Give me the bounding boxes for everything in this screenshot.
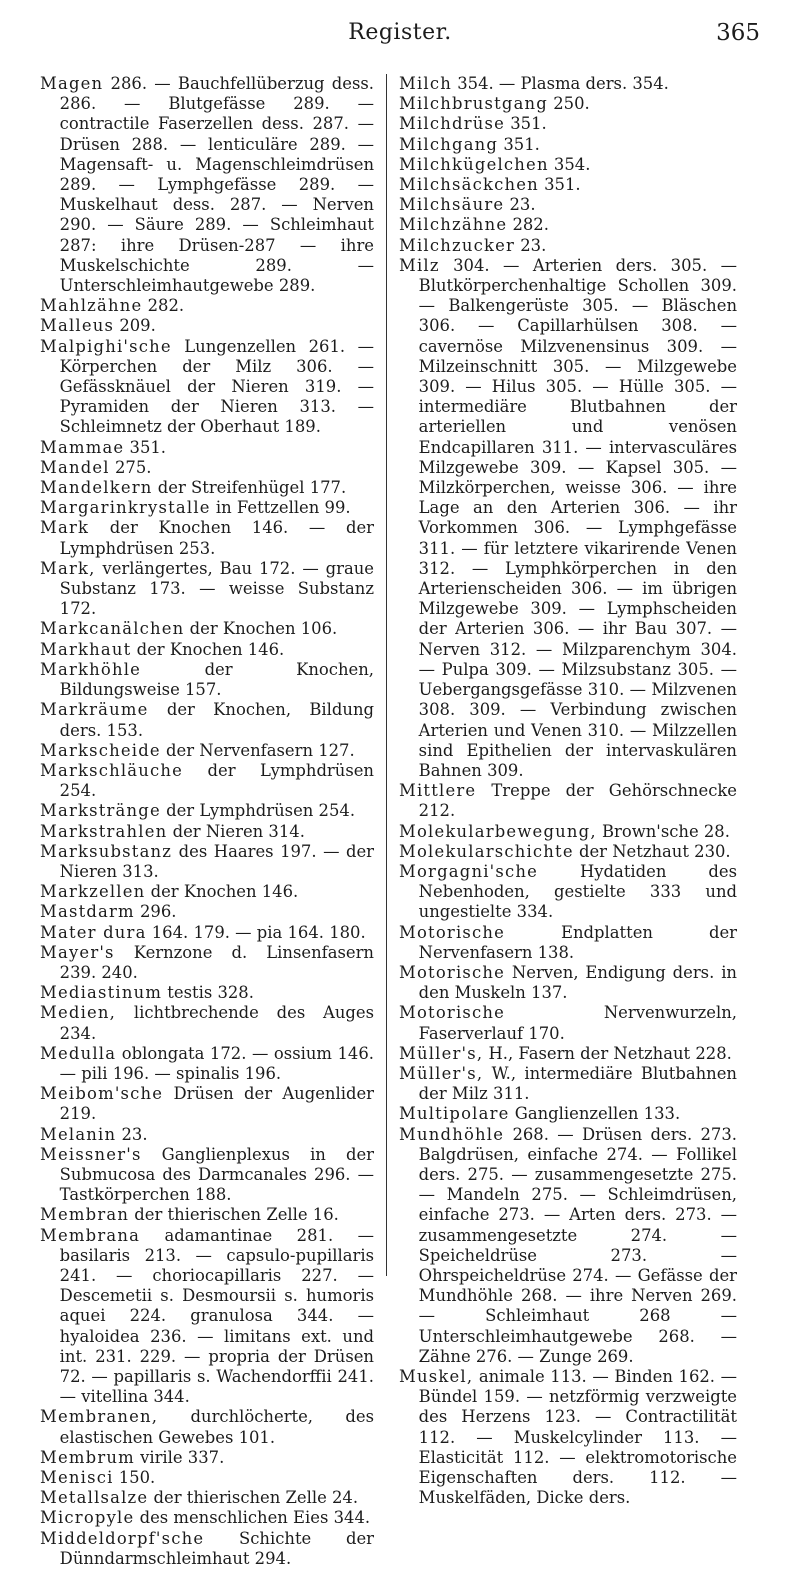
index-term: Milz — [399, 255, 440, 275]
index-entry — [40, 1003, 374, 1043]
index-references: verlängertes, Bau 172. — graue Substanz 173. — weisse Substanz 172. — [59, 558, 374, 619]
index-term: Molekularschichte — [399, 841, 574, 861]
index-term: Medien, — [40, 1003, 117, 1023]
index-entry — [399, 155, 737, 175]
index-term: Markräume — [40, 700, 149, 720]
index-term: Muskel, — [399, 1367, 474, 1386]
index-term: Milchsäckchen — [399, 175, 539, 195]
index-term: Middeldorpf'sche — [40, 1528, 205, 1548]
index-entry — [40, 640, 374, 660]
index-entry — [399, 963, 737, 1003]
index-term: Müller's, — [399, 1043, 484, 1063]
index-term: Markzellen — [40, 882, 146, 902]
index-references: Ganglienzellen 133. — [509, 1104, 681, 1124]
index-entry — [40, 902, 374, 922]
index-entry — [40, 983, 374, 1003]
index-term: Mastdarm — [40, 902, 135, 922]
running-title: Register. — [348, 20, 452, 45]
index-references: 354. — Plasma ders. 354. — [452, 74, 669, 93]
index-term: Malpighi'sche — [40, 336, 172, 356]
index-entry — [399, 923, 737, 963]
index-references: in Fettzellen 99. — [210, 498, 351, 518]
right-column — [399, 74, 737, 1508]
index-references: Endplatten der Nervenfasern 138. — [418, 922, 737, 962]
index-term: Mater dura — [40, 922, 147, 942]
index-references: animale 113. — Binden 162. — Bündel 159. — netzförmig verzweigte des Herzens 123. — Contractilität 112. — Muskelcylinder 113. — Elasticität 112. — elektromotorische Eigenschaften ders. 112. — Muskelfäden, Dicke ders. — [418, 1367, 737, 1508]
index-entry — [399, 862, 737, 923]
index-term: Motorische — [399, 962, 506, 982]
index-references: Ganglienplexus in der Submucosa des Darmcanales 296. — Tastkörperchen 188. — [59, 1144, 374, 1205]
index-entry — [399, 114, 737, 134]
index-entry — [40, 316, 374, 336]
index-term: Mundhöhle — [399, 1124, 505, 1144]
index-entry — [399, 215, 737, 235]
index-references: 209. — [114, 316, 156, 336]
index-term: Markstrahlen — [40, 821, 168, 841]
index-references: der Nervenfasern 127. — [160, 740, 355, 760]
index-entry — [40, 660, 374, 700]
index-references: 351. — [498, 134, 540, 154]
index-term: Meissner's — [40, 1144, 142, 1164]
index-term: Müller's, — [399, 1063, 484, 1083]
index-term: Milchgang — [399, 134, 499, 154]
index-entry — [40, 74, 374, 296]
index-entry — [399, 175, 737, 195]
index-term: Membran — [40, 1205, 130, 1225]
index-entry — [40, 1448, 374, 1468]
index-entry — [40, 700, 374, 740]
index-entry — [399, 1003, 737, 1043]
index-entry — [40, 498, 374, 518]
index-entry — [40, 801, 374, 821]
index-entry — [399, 1125, 737, 1367]
index-references: oblongata 172. — ossium 146. — pili 196. — spinalis 196. — [59, 1043, 374, 1083]
index-references: Nerven, Endigung ders. in den Muskeln 137. — [418, 962, 737, 1003]
page-header — [0, 18, 800, 58]
index-references: der thierischen Zelle 16. — [129, 1205, 339, 1225]
index-term: Mayer's — [40, 942, 115, 962]
index-references: 23. — [515, 235, 547, 255]
index-entry — [40, 1084, 374, 1124]
index-entry — [40, 822, 374, 842]
index-term: Motorische — [399, 1003, 506, 1023]
index-term: Mark — [40, 518, 90, 538]
index-entry — [40, 842, 374, 882]
index-entry — [40, 438, 374, 458]
index-references: Nervenwurzeln, Faserverlauf 170. — [418, 1003, 737, 1043]
index-references: Brown'sche 28. — [596, 821, 730, 841]
index-references: lichtbrechende des Auges 234. — [59, 1003, 374, 1043]
index-entry — [40, 1508, 374, 1528]
index-term: Metallsalze — [40, 1488, 149, 1508]
index-term: Milchdrüse — [399, 114, 505, 134]
index-term: Milchzähne — [399, 215, 508, 235]
index-term: Milch — [399, 74, 453, 93]
index-term: Membrana — [40, 1225, 141, 1245]
index-term: Melanin — [40, 1124, 117, 1144]
index-references: Hydatiden des Nebenhoden, gestielte 333 und ungestielte 334. — [418, 861, 737, 922]
index-term: Mark, — [40, 558, 96, 578]
index-term: Markcanälchen — [40, 619, 185, 639]
index-references: adamantinae 281. — basilaris 213. — capsulo-pupillaris 241. — choriocapillaris 227. — Descemetii s. Desmoursii s. humoris aquei 224. granulosa 344. — hyaloidea 236. — limitans ext. und int. 231. 229. — propria der Drüsen 72. — papillaris s. Wachendorffii 241. — vitellina 344. — [59, 1225, 374, 1407]
index-term: Membranen, — [40, 1407, 159, 1427]
index-term: Morgagni'sche — [399, 861, 538, 881]
index-references: testis 328. — [162, 983, 254, 1003]
index-term: Mahlzähne — [40, 296, 143, 316]
index-references: Kernzone d. Linsenfasern 239. 240. — [59, 942, 374, 982]
index-references: W., intermediäre Blutbahnen der Milz 311. — [418, 1063, 737, 1104]
column-divider — [386, 74, 387, 1276]
index-entry — [40, 559, 374, 620]
index-entry — [40, 882, 374, 902]
index-entry — [399, 135, 737, 155]
index-references: virile 337. — [134, 1447, 225, 1467]
index-references: 150. — [113, 1468, 156, 1488]
index-term: Malleus — [40, 316, 115, 336]
index-references: 351. — [505, 114, 547, 134]
index-entry — [40, 1468, 374, 1488]
index-references: der Lymphdrüsen 254. — [160, 801, 356, 821]
index-entry — [399, 74, 737, 94]
index-references: 275. — [109, 457, 152, 477]
left-column — [40, 74, 374, 1569]
index-term: Mittlere — [399, 781, 477, 801]
index-entry — [40, 1044, 374, 1084]
index-references: der Lymphdrüsen 254. — [59, 760, 374, 801]
index-entry — [40, 337, 374, 438]
index-references: 296. — [134, 902, 177, 922]
index-references: Schichte der Dünndarmschleimhaut 294. — [59, 1528, 374, 1568]
index-term: Motorische — [399, 922, 506, 942]
index-references: der Nieren 314. — [167, 821, 305, 841]
index-term: Meibom'sche — [40, 1084, 164, 1104]
index-entry — [40, 1488, 374, 1508]
index-term: Mammae — [40, 437, 125, 457]
index-references: 164. 179. — pia 164. 180. — [146, 922, 366, 942]
index-term: Molekularbewegung, — [399, 821, 597, 841]
index-term: Markschläuche — [40, 760, 184, 780]
index-entry — [40, 478, 374, 498]
index-term: Micropyle — [40, 1508, 135, 1528]
index-entry — [399, 1044, 737, 1064]
index-term: Multipolare — [399, 1104, 510, 1124]
index-references: 250. — [548, 94, 590, 114]
index-term: Medulla — [40, 1043, 117, 1063]
index-entry — [40, 1407, 374, 1447]
index-references: der Knochen 146. — [145, 882, 299, 902]
index-entry — [399, 842, 737, 862]
index-references: H., Fasern der Netzhaut 228. — [483, 1043, 732, 1063]
index-entry — [40, 458, 374, 478]
index-term: Mandelkern — [40, 478, 153, 498]
index-term: Marksubstanz — [40, 841, 173, 861]
index-entry — [399, 236, 737, 256]
index-term: Milchkügelchen — [399, 154, 549, 174]
index-references: der Knochen 146. — [131, 639, 285, 659]
index-references: der Netzhaut 230. — [573, 841, 731, 861]
index-entry — [40, 741, 374, 761]
index-references: der Knochen 106. — [184, 619, 338, 639]
index-term: Magen — [40, 74, 104, 93]
index-entry — [40, 1145, 374, 1206]
index-entry — [399, 822, 737, 842]
index-references: 351. — [124, 437, 167, 457]
index-entry — [399, 1367, 737, 1508]
index-entry — [40, 761, 374, 801]
page-number: 365 — [716, 20, 760, 46]
index-term: Milchbrustgang — [399, 94, 548, 114]
index-entry — [40, 296, 374, 316]
index-references: des menschlichen Eies 344. — [134, 1508, 371, 1528]
index-entry — [40, 1205, 374, 1225]
index-references: 351. — [538, 175, 581, 195]
index-references: der Knochen, Bildungsweise 157. — [59, 659, 374, 700]
index-references: der Knochen 146. — der Lymphdrüsen 253. — [59, 518, 374, 558]
index-entry — [399, 1104, 737, 1124]
index-references: Lungenzellen 261. — Körperchen der Milz 306. — Gefässknäuel der Nieren 319. — Pyramiden der Nieren 313. — Schleimnetz der Oberhaut 189. — [59, 336, 374, 437]
index-entry — [40, 619, 374, 639]
index-entry — [399, 1064, 737, 1104]
index-references: 268. — Drüsen ders. 273. Balgdrüsen, einfache 274. — Follikel ders. 275. — zusammengesetzte 275. — Mandeln 275. — Schleimdrüsen, einfache 273. — Arten ders. 273. — zusammengesetzte 274. — Speicheldrüse 273. — Ohrspeicheldrüse 274. — Gefässe der Mundhöhle 268. — ihre Nerven 269. — Schleimhaut 268 — Unterschleimhautgewebe 268. — Zähne 276. — Zunge 269. — [418, 1124, 737, 1366]
index-references: 282. — [507, 215, 549, 235]
index-references: 286. — Bauchfellüberzug dess. 286. — Blutgefässe 289. — contractile Faserzellen dess. 287. — Drüsen 288. — lenticuläre 289. — Magensaft- u. Magenschleimdrüsen 289. — Lymphgefässe 289. — Muskelhaut dess. 287. — Nerven 290. — Säure 289. — Schleimhaut 287: ihre Drüsen-287 — ihre Muskelschichte 289. — Unterschleimhautgewebe 289. — [59, 74, 374, 296]
index-references: der Knochen, Bildung ders. 153. — [59, 700, 374, 740]
index-entry — [399, 256, 737, 781]
index-term: Menisci — [40, 1468, 114, 1488]
index-entry — [40, 923, 374, 943]
index-references: 23. — [116, 1124, 148, 1144]
index-term: Mandel — [40, 457, 110, 477]
index-term: Markhöhle — [40, 659, 142, 679]
index-references: 304. — Arterien ders. 305. — Blutkörperchenhaltige Schollen 309. — Balkengerüste 305. — Bläschen 306. — Capillarhülsen 308. — cavernöse Milzvenensinus 309. — Milzeinschnitt 305. — Milzgewebe 309. — Hilus 305. — Hülle 305. — intermediäre Blutbahnen der arteriellen und venösen Endcapillaren 311. — intervasculäres Milzgewebe 309. — Kapsel 305. — Milzkörperchen, weisse 306. — ihre Lage an den Arterien 306. — ihr Vorkommen 306. — Lymphgefässe 311. — für letztere vikarirende Venen 312. — Lymphkörperchen in den Arterienscheiden 306. — im übrigen Milzgewebe 309. — Lymphscheiden der Arterien 306. — ihr Bau 307. — Nerven 312. — Milzparenchym 304. — Pulpa 309. — Milzsubstanz 305. — Uebergangsgefässe 310. — Milzvenen 308. 309. — Verbindung zwischen Arterien und Venen 310. — Milzzellen sind Epithelien der intervaskulären Bahnen 309. — [418, 255, 737, 780]
index-references: des Haares 197. — der Nieren 313. — [59, 841, 374, 881]
index-references: der Streifenhügel 177. — [152, 478, 347, 498]
index-entry — [40, 943, 374, 983]
index-term: Membrum — [40, 1447, 135, 1467]
index-references: der thierischen Zelle 24. — [148, 1488, 359, 1508]
index-term: Markscheide — [40, 740, 161, 760]
index-term: Markhaut — [40, 639, 132, 659]
index-term: Margarinkrystalle — [40, 498, 211, 518]
index-entry — [40, 518, 374, 558]
index-entry — [399, 195, 737, 215]
index-entry — [399, 94, 737, 114]
index-references: 354. — [548, 154, 591, 174]
index-term: Markstränge — [40, 801, 161, 821]
index-entry — [40, 1529, 374, 1569]
index-references: 282. — [142, 296, 185, 316]
index-references: Drüsen der Augenlider 219. — [59, 1084, 374, 1124]
index-term: Milchsäure — [399, 195, 505, 215]
index-entry — [40, 1226, 374, 1408]
index-term: Milchzucker — [399, 235, 516, 255]
index-references: durchlöcherte, des elastischen Gewebes 101. — [59, 1407, 374, 1447]
index-entry — [40, 1125, 374, 1145]
index-term: Mediastinum — [40, 983, 163, 1003]
index-references: 23. — [504, 195, 536, 215]
index-entry — [399, 781, 737, 821]
index-references: Treppe der Gehörschnecke 212. — [418, 781, 737, 821]
